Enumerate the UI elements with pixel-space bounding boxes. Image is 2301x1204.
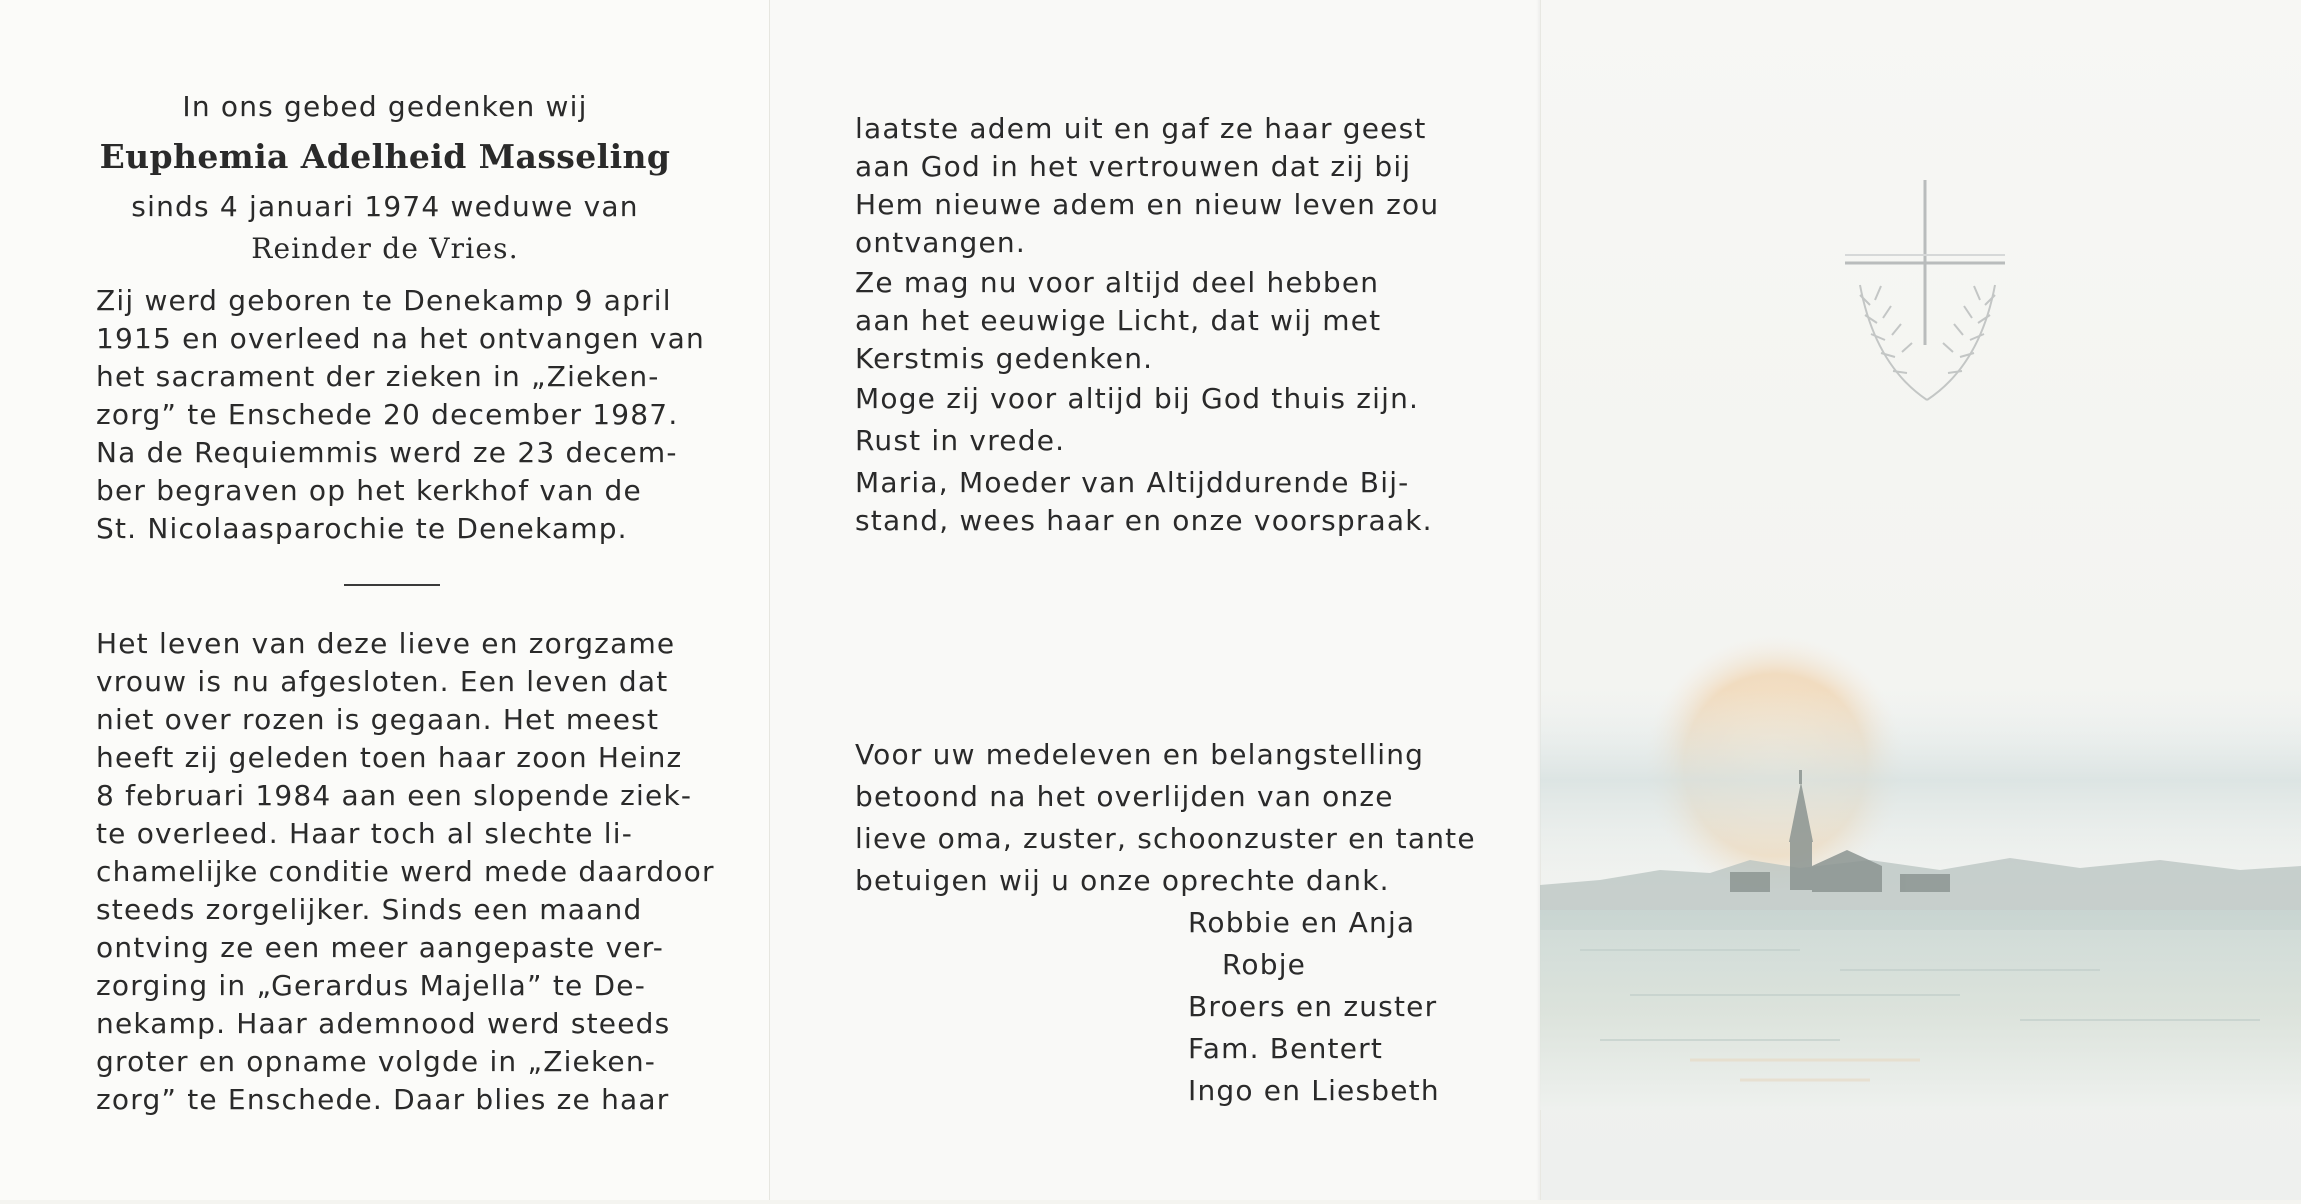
story-line: groter en opname volgde in „Zieken- [96, 1045, 657, 1078]
closing-line: aan het eeuwige Licht, dat wij met [855, 304, 1382, 337]
signatory: Robje [1222, 948, 1307, 981]
bio-line: het sacrament der zieken in „Zieken- [96, 360, 660, 393]
signatory: Broers en zuster [1188, 990, 1438, 1023]
sunset-village-church-illustration [1540, 630, 2301, 1200]
story-line: vrouw is nu afgesloten. Een leven dat [96, 665, 669, 698]
bio-line: ber begraven op het kerkhof van de [96, 474, 642, 507]
story-line: te overleed. Haar toch al slechte li- [96, 817, 634, 850]
story-line: niet over rozen is gegaan. Het meest [96, 703, 660, 736]
thanks-line: lieve oma, zuster, schoonzuster en tante [855, 822, 1476, 855]
closing-line: Rust in vrede. [855, 424, 1066, 457]
story-line: steeds zorgelijker. Sinds een maand [96, 893, 643, 926]
widow-line-1: sinds 4 januari 1974 weduwe van [131, 190, 639, 223]
bio-line: Zij werd geboren te Denekamp 9 april [96, 284, 672, 317]
widow-line-2: Reinder de Vries. [251, 232, 519, 265]
closing-line: laatste adem uit en gaf ze haar geest [855, 112, 1427, 145]
signatory: Fam. Bentert [1188, 1032, 1384, 1065]
thanks-line: betuigen wij u onze oprechte dank. [855, 864, 1390, 897]
signatory: Ingo en Liesbeth [1188, 1074, 1440, 1107]
cross-with-palm-branches-icon [1835, 175, 2015, 415]
signatory: Robbie en Anja [1188, 906, 1416, 939]
closing-line: ontvangen. [855, 226, 1026, 259]
bio-line: St. Nicolaasparochie te Denekamp. [96, 512, 628, 545]
left-panel [0, 0, 770, 1200]
bio-line: 1915 en overleed na het ontvangen van [96, 322, 705, 355]
closing-line: Ze mag nu voor altijd deel hebben [855, 266, 1380, 299]
bio-line: Na de Requiemmis werd ze 23 decem- [96, 436, 678, 469]
story-line: 8 februari 1984 aan een slopende ziek- [96, 779, 693, 812]
intro-line: In ons gebed gedenken wij [182, 90, 588, 123]
closing-line: Kerstmis gedenken. [855, 342, 1154, 375]
story-line: heeft zij geleden toen haar zoon Heinz [96, 741, 683, 774]
story-line: ontving ze een meer aangepaste ver- [96, 931, 664, 964]
story-line: chamelijke conditie werd mede daardoor [96, 855, 715, 888]
middle-panel [770, 0, 1540, 1200]
story-line: zorging in „Gerardus Majella” te De- [96, 969, 647, 1002]
story-line: Het leven van deze lieve en zorgzame [96, 627, 676, 660]
thanks-line: betoond na het overlijden van onze [855, 780, 1394, 813]
bio-line: zorg” te Enschede 20 december 1987. [96, 398, 679, 431]
story-line: zorg” te Enschede. Daar blies ze haar [96, 1083, 670, 1116]
closing-line: stand, wees haar en onze voorspraak. [855, 504, 1433, 537]
thanks-line: Voor uw medeleven en belangstelling [855, 738, 1425, 771]
deceased-name: Euphemia Adelheid Masseling [99, 137, 671, 176]
closing-line: aan God in het vertrouwen dat zij bij [855, 150, 1412, 183]
story-line: nekamp. Haar ademnood werd steeds [96, 1007, 671, 1040]
closing-line: Moge zij voor altijd bij God thuis zijn. [855, 382, 1420, 415]
divider-rule [344, 584, 440, 586]
closing-line: Hem nieuwe adem en nieuw leven zou [855, 188, 1440, 221]
closing-line: Maria, Moeder van Altijddurende Bij- [855, 466, 1410, 499]
